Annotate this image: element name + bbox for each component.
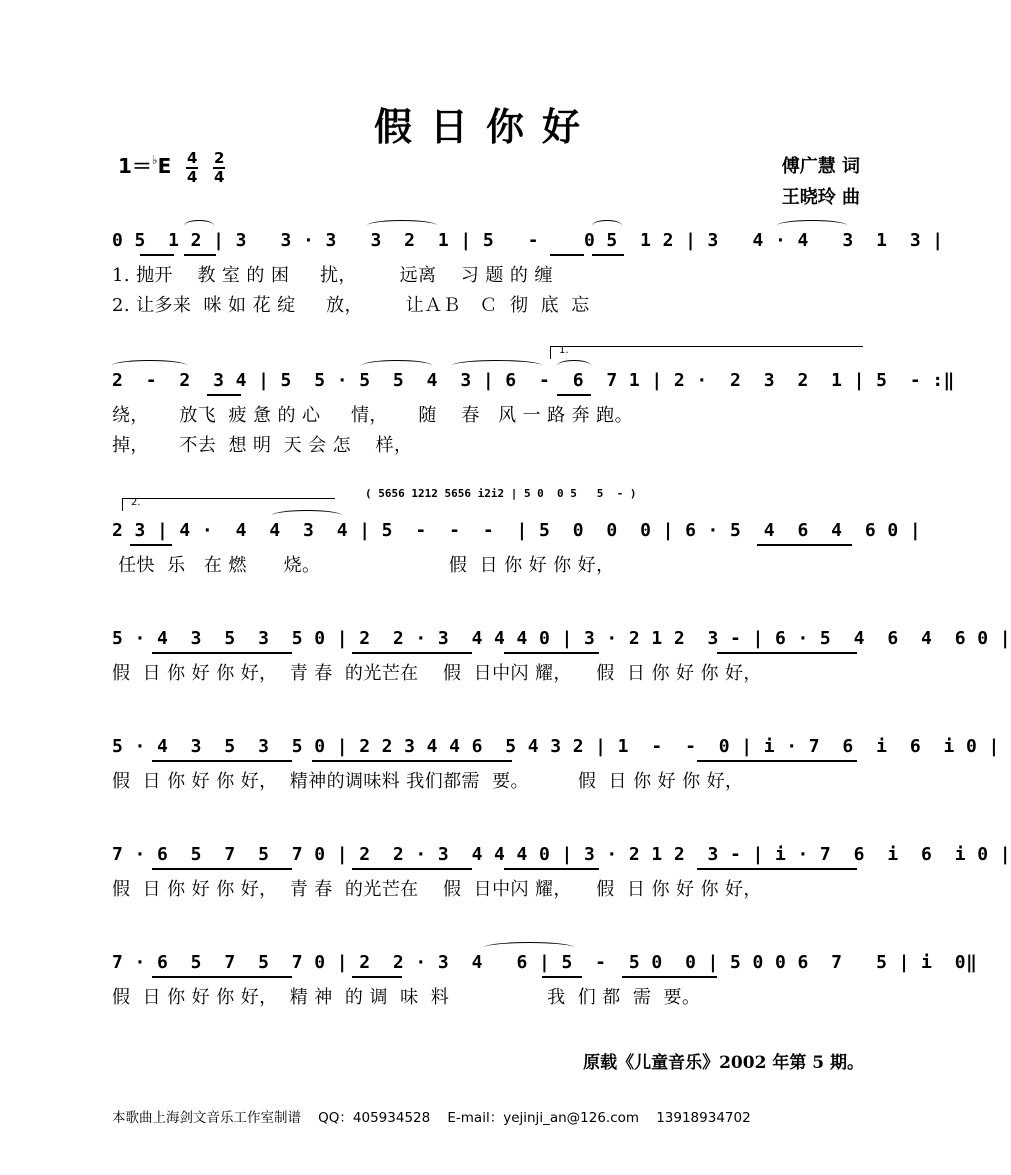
bracketed-interlude-notes: ( 5656 1212 5656 i2i2 | 5 0 0 5 5 - )	[365, 487, 637, 500]
notes-line: 2 3 | 4 · 4 4 3 4 | 5 - - - | 5 0 0 0 | 6 · 5 4 6 4 6 0 |	[112, 520, 922, 541]
score-row-3	[112, 516, 922, 626]
key-signature	[118, 150, 225, 185]
footer-credits: 本歌曲上海剑文音乐工作室制谱 QQ：405934528 E-mail：yejinji_an@126.com 13918934702	[112, 1110, 751, 1126]
lyric-verse-2: 2. 让多来 咪 如 花 绽 放， 让ＡＢ Ｃ 彻 底 忘	[112, 295, 590, 316]
lyric-verse-1: 1. 抛开 教 室 的 困 扰， 远离 习 题 的 缠	[112, 265, 553, 286]
score-row-6	[112, 840, 1011, 950]
notes-line: 0 5 1 2 | 3 3 · 3 3 2 1 | 5 - 0 5 1 2 | 3 4 · 4 3 1 3 |	[112, 230, 944, 251]
score-row-5	[112, 732, 1000, 842]
lyric-line: 假 日 你 好 你 好， 精 神 的 调 味 料 我 们 都 需 要。	[112, 987, 701, 1008]
notes-line: 5 · 4 3 5 3 5 0 | 2 2 3 4 4 6 5 4 3 2 | 1 - - 0 | i · 7 6 i 6 i 0 |	[112, 736, 1000, 757]
song-title: 假日你好	[373, 104, 598, 149]
time-signature-2-4	[213, 148, 225, 186]
lyric-line: 假 日 你 好 你 好， 精神的调味料 我们都需 要。 假 日 你 好 你 好，	[112, 771, 744, 792]
volta-first-ending	[550, 346, 863, 359]
score-row-2	[112, 366, 955, 476]
notes-line: 2 - 2 3 4 | 5 5 · 5 5 4 3 | 6 - 6 7 1 | 2 · 2 3 2 1 | 5 - :‖	[112, 370, 955, 391]
volta-1-label: 1.	[559, 345, 569, 356]
lyric-verse-2: 掉， 不去 想 明 天 会 怎 样，	[112, 435, 413, 456]
score-row-1	[112, 226, 944, 336]
time2-top: 2	[213, 148, 225, 167]
key-note: E	[157, 154, 172, 178]
source-note: 原载《儿童音乐》2002 年第 5 期。	[583, 1053, 864, 1073]
score-row-4	[112, 624, 1011, 734]
notes-line: 5 · 4 3 5 3 5 0 | 2 2 · 3 4 4 4 0 | 3 · 2 1 2 3 - | 6 · 5 4 6 4 6 0 |	[112, 628, 1011, 649]
flat-sign: ♭	[151, 153, 158, 167]
score-row-7	[112, 948, 978, 1058]
key-prefix: 1＝	[118, 154, 152, 178]
composer-credit: 王晓玲 曲	[781, 187, 860, 208]
lyric-line: 任快 乐 在 燃 烧。 假 日 你 好 你 好，	[112, 555, 615, 576]
volta-2-label: 2.	[131, 497, 141, 508]
notes-line: 7 · 6 5 7 5 7 0 | 2 2 · 3 4 6 | 5 - 5 0 0 | 5 0 0 6 7 5 | i 0‖	[112, 952, 978, 973]
lyric-line: 假 日 你 好 你 好， 青 春 的光芒在 假 日中闪 耀， 假 日 你 好 你 好，	[112, 663, 762, 684]
time2-bottom: 4	[213, 167, 225, 186]
notes-line: 7 · 6 5 7 5 7 0 | 2 2 · 3 4 4 4 0 | 3 · 2 1 2 3 - | i · 7 6 i 6 i 0 |	[112, 844, 1011, 865]
lyric-line: 假 日 你 好 你 好， 青 春 的光芒在 假 日中闪 耀， 假 日 你 好 你 好，	[112, 879, 762, 900]
time1-bottom: 4	[187, 167, 198, 186]
lyricist-credit: 傅广慧 词	[781, 156, 860, 177]
lyric-verse-1: 绕， 放飞 疲 惫 的 心 情， 随 春 风 一 路 奔 跑。	[112, 405, 633, 426]
time1-top: 4	[187, 148, 198, 167]
time-signature-4-4	[186, 148, 198, 186]
